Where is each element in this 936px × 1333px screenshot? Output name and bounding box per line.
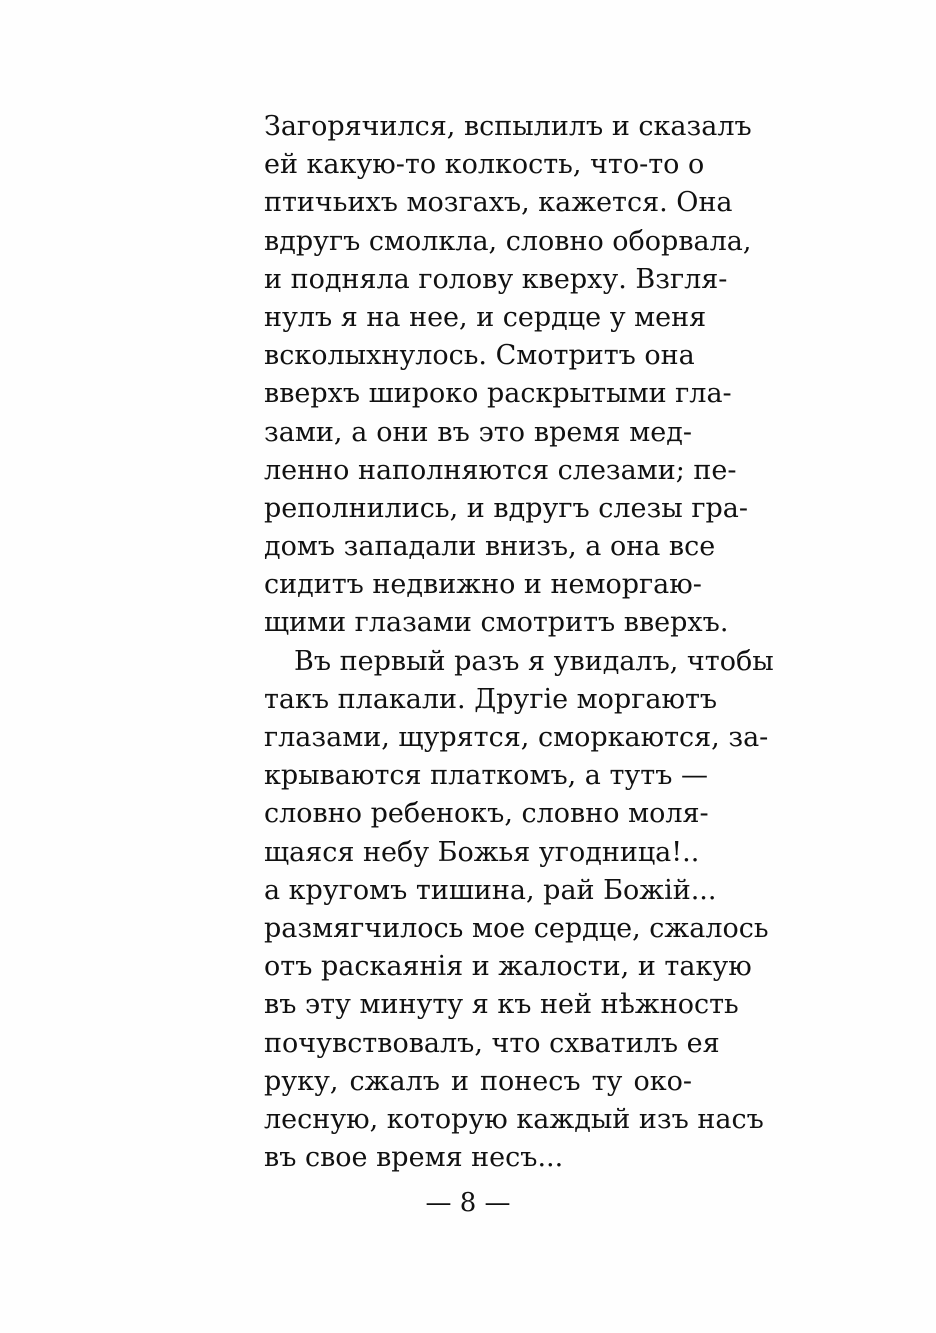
paragraph-1 <box>264 108 752 643</box>
text-line: реполнились, и вдругъ слезы гра- <box>264 492 748 524</box>
text-line: нулъ я на нее, и сердце у меня <box>264 301 707 333</box>
page-text <box>264 108 774 1177</box>
text-line: руку, сжалъ и понесъ ту око- <box>264 1065 692 1097</box>
text-line: въ эту минуту я къ ней нѣжность <box>264 989 739 1021</box>
text-line: птичьихъ мозгахъ, кажется. Она <box>264 187 733 219</box>
text-line: зами, а они въ это время мед- <box>264 416 692 448</box>
text-line: отъ раскаянія и жалости, и такую <box>264 951 752 983</box>
text-line: такъ плакали. Другіе моргаютъ <box>264 683 718 715</box>
text-line: всколыхнулось. Смотритъ она <box>264 340 695 372</box>
text-line: словно ребенокъ, словно моля- <box>264 798 709 830</box>
text-line: Въ первый разъ я увидалъ, чтобы <box>294 645 774 677</box>
text-line: вверхъ широко раскрытыми гла- <box>264 378 732 410</box>
text-line: и подняла голову кверху. Взгля- <box>264 263 728 295</box>
text-line: ей какую-то колкость, что-то о <box>264 149 705 181</box>
text-line: щаяся небу Божья угодница!.. <box>264 836 700 868</box>
text-line: почувствовалъ, что схватилъ ея <box>264 1027 720 1059</box>
text-line: крываются платкомъ, а тутъ — <box>264 760 708 792</box>
text-line: ленно наполняются слезами; пе- <box>264 454 737 486</box>
text-line: Загорячился, вспылилъ и сказалъ <box>264 111 752 142</box>
text-line: а кругомъ тишина, рай Божій... <box>264 874 717 906</box>
text-line: сидитъ недвижно и неморгаю- <box>264 569 702 601</box>
text-line: домъ западали внизъ, а она все <box>264 531 716 563</box>
text-line: размягчилось мое сердце, сжалось <box>264 912 769 944</box>
page-number: — 8 — <box>425 1188 511 1218</box>
text-line: въ свое время несъ... <box>264 1142 564 1174</box>
text-line: лесную, которую каждый изъ насъ <box>264 1103 764 1135</box>
text-line: глазами, щурятся, сморкаются, за- <box>264 722 769 753</box>
paragraph-2 <box>264 643 774 1178</box>
text-line: щими глазами смотритъ вверхъ. <box>264 607 729 639</box>
text-line: вдругъ смолкла, словно оборвала, <box>264 225 752 257</box>
